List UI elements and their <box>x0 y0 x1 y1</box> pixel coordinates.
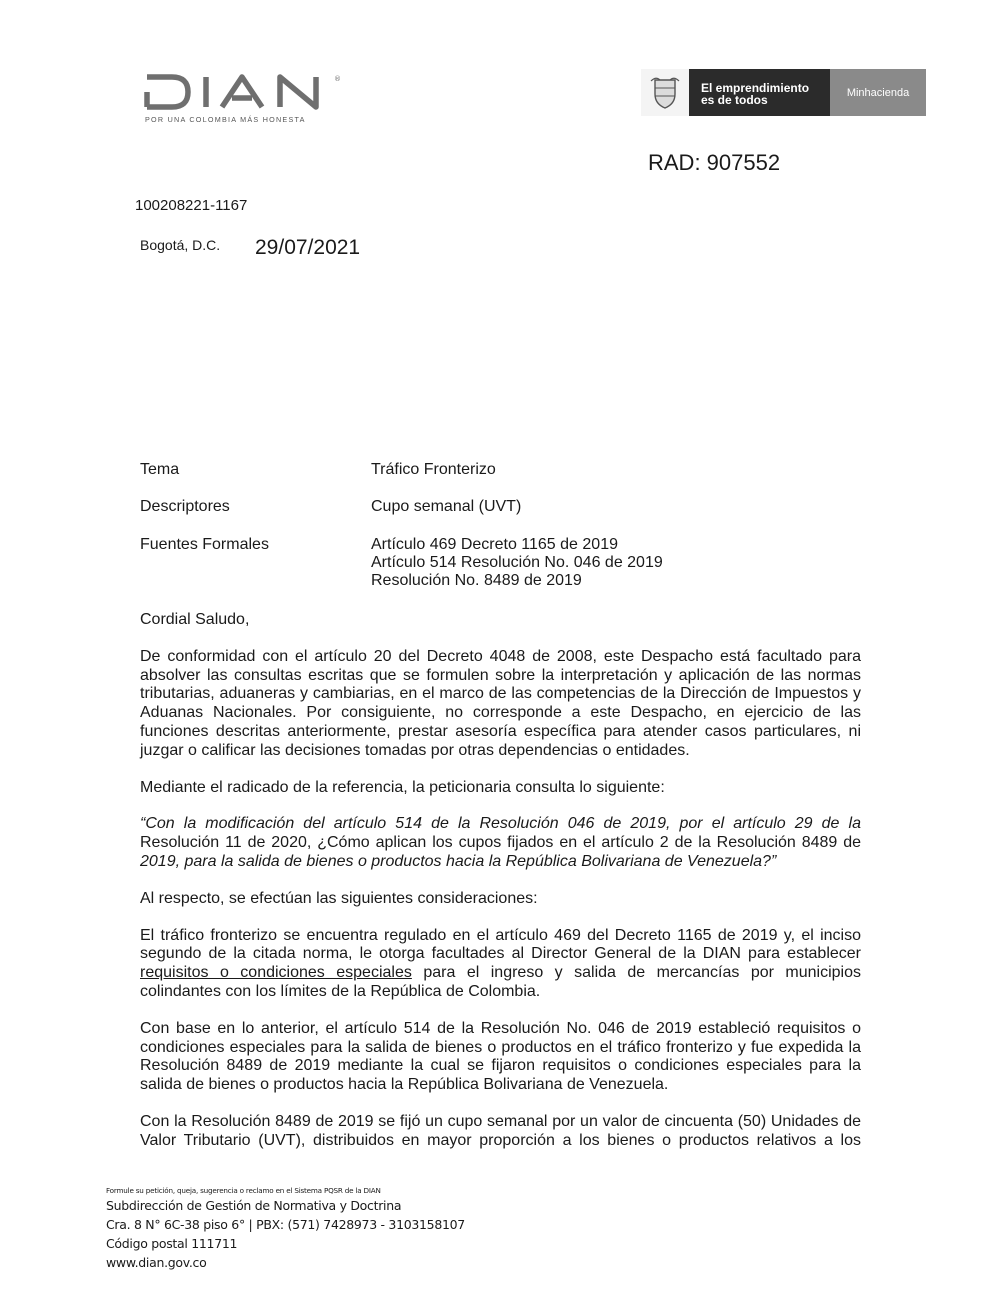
paragraph-text: El tráfico fronterizo se encuentra regulado en el artículo 469 del Decreto 1165 de 2019 y, el inciso segundo de la citada norma, le otorga facultades al Director General de la DIAN para establecer <box>140 926 861 963</box>
gov-ministry: Minhacienda <box>830 69 926 116</box>
fuentes-label: Fuentes Formales <box>140 536 269 553</box>
descriptores-label: Descriptores <box>140 498 230 515</box>
paragraph: Con base en lo anterior, el artículo 514 de la Resolución No. 046 de 2019 estableció requisitos o condiciones especiales para la salida de bienes o productos en el tráfico fronterizo y fue expedida la Resolución 8489 de 2019 mediante la cual se fijaron requisitos o condiciones especiales para la salida de bienes o productos hacia la República Bolivariana de Venezuela. <box>140 1019 861 1094</box>
paragraph <box>140 927 861 1002</box>
city: Bogotá, D.C. <box>140 237 221 253</box>
footer-office: Subdirección de Gestión de Normativa y Doctrina <box>106 1198 402 1213</box>
underlined-text: requisitos o condiciones especiales <box>140 964 412 982</box>
paragraph: Al respecto, se efectúan las siguientes consideraciones: <box>140 889 538 907</box>
fuente-item: Artículo 514 Resolución No. 046 de 2019 <box>371 554 663 571</box>
rad-number: RAD: 907552 <box>648 150 781 175</box>
tema-label: Tema <box>140 461 180 478</box>
colombia-seal-icon <box>641 69 689 116</box>
dian-wordmark <box>144 72 344 112</box>
paragraph: Mediante el radicado de la referencia, la peticionaria consulta lo siguiente: <box>140 778 665 796</box>
paragraph: Con la Resolución 8489 de 2019 se fijó un cupo semanal por un valor de cincuenta (50) Unidades de Valor Tributario (UVT), distribuidos en mayor proporción a los bienes o productos relativos a los <box>140 1112 861 1149</box>
quote-part: Resolución 11 de 2020, ¿Cómo aplican los cupos fijados en el artículo 2 de la Resolución 8489 de <box>140 834 861 852</box>
gov-slogan-line2: es de todos <box>701 93 768 107</box>
gov-banner <box>641 69 926 116</box>
document-number: 100208221-1167 <box>135 197 248 214</box>
fuentes-values <box>371 536 663 590</box>
paragraph-text: para el ingreso y salida de mercancías por municipios colindantes con los límites de la República de Colombia. <box>140 964 862 1000</box>
gov-slogan <box>689 69 830 116</box>
document-body <box>140 611 861 1169</box>
quote-part: 2019, para la salida de bienes o productos hacia la República Bolivariana de Venezuela?” <box>140 852 777 870</box>
footer <box>106 1186 465 1272</box>
document-date: 29/07/2021 <box>255 236 361 259</box>
footer-postal-code: Código postal 111711 <box>106 1236 238 1251</box>
footer-website[interactable]: www.dian.gov.co <box>106 1255 207 1270</box>
footer-note: Formule su petición, queja, sugerencia o reclamo en el Sistema PQSR de la DIAN <box>106 1186 381 1195</box>
tema-value: Tráfico Fronterizo <box>371 461 496 478</box>
descriptores-value: Cupo semanal (UVT) <box>371 498 522 515</box>
fuente-item: Resolución No. 8489 de 2019 <box>371 572 582 589</box>
fuente-item: Artículo 469 Decreto 1165 de 2019 <box>371 536 618 553</box>
quoted-question <box>140 815 861 871</box>
paragraph: De conformidad con el artículo 20 del Decreto 4048 de 2008, este Despacho está facultado para absolver las consultas escritas que se formulen sobre la interpretación y aplicación de las normas tributarias, aduaneras y cambiarias, en el marco de las competencias de la Dirección de Impuestos y Aduanas Nacionales. Por consiguiente, no corresponde a este Despacho, en ejercicio de las funciones descritas anteriormente, prestar asesoría específica para atender casos particulares, ni juzgar o calificar las decisiones tomadas por otras dependencias o entidades. <box>140 647 861 759</box>
greeting: Cordial Saludo, <box>140 611 250 628</box>
quote-part: “Con la modificación del artículo 514 de la Resolución 046 de 2019, por el artículo 29 de la <box>140 815 861 833</box>
dian-logo <box>144 72 354 128</box>
footer-address: Cra. 8 N° 6C-38 piso 6° | PBX: (571) 7428973 - 3103158107 <box>106 1217 465 1232</box>
gov-slogan-line1: El emprendimiento <box>701 81 810 95</box>
dian-tagline: POR UNA COLOMBIA MÁS HONESTA <box>145 115 306 124</box>
svg-text:®: ® <box>334 75 341 83</box>
